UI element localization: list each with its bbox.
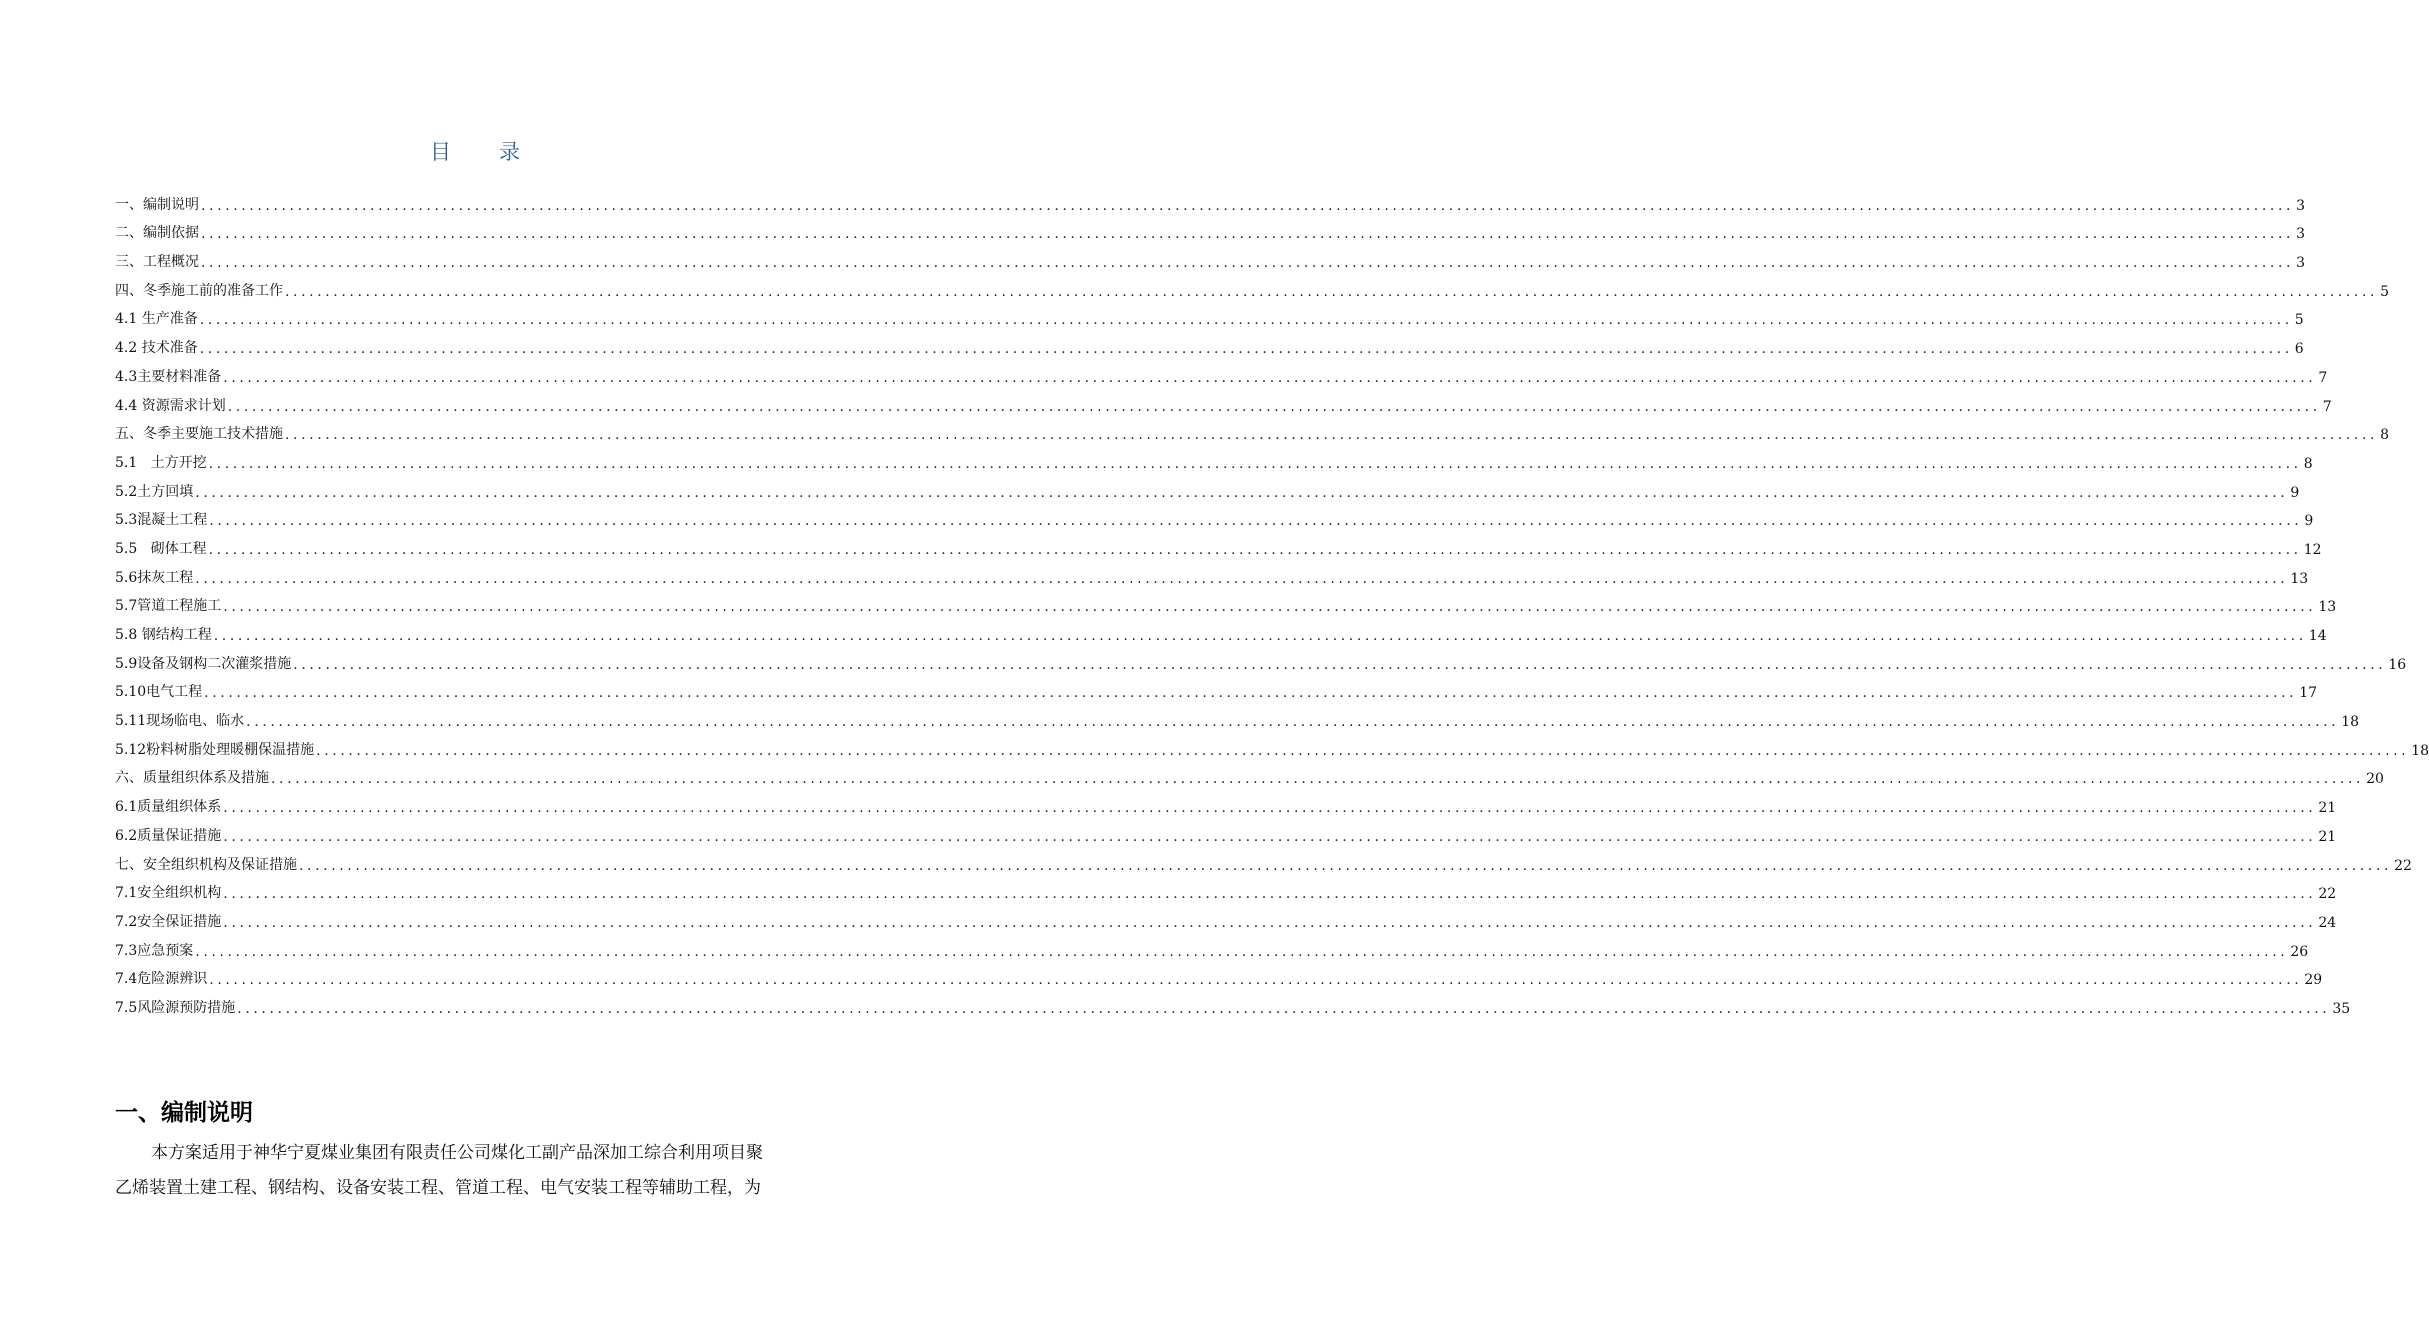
toc-entry-page-number: 18 — [2341, 714, 2360, 731]
toc-entry[interactable] — [115, 960, 2323, 989]
toc-dot-leader: .................................................................................................................................................................................................................................................................... — [204, 685, 2298, 702]
toc-entry-label: 7.4危险源辨识 — [115, 971, 208, 988]
table-of-contents — [115, 185, 2429, 1017]
toc-dot-leader: .................................................................................................................................................................................................................................................................... — [223, 369, 2317, 386]
toc-entry-page-number: 8 — [2380, 427, 2389, 444]
toc-entry[interactable] — [115, 242, 2305, 272]
body-line: 本方案适用于神华宁夏煤业集团有限责任公司煤化工副产品深加工综合利用项目聚 — [151, 1143, 763, 1163]
toc-dot-leader: .................................................................................................................................................................................................................................................................... — [201, 226, 2295, 243]
toc-entry-page-number: 8 — [2303, 455, 2313, 472]
toc-entry[interactable] — [115, 501, 2314, 530]
toc-entry[interactable] — [115, 931, 2309, 960]
toc-entry-page-number: 9 — [2304, 513, 2314, 530]
toc-entry-page-number: 9 — [2290, 484, 2300, 501]
toc-entry-page-number: 14 — [2308, 628, 2327, 644]
toc-entry-label: 6.1质量组织体系 — [115, 799, 222, 816]
toc-entry-label: 4.4 资源需求计划 — [115, 397, 226, 414]
toc-entry-page-number: 7 — [2322, 398, 2332, 415]
toc-entry-label: 5.2土方回填 — [115, 483, 194, 500]
toc-dot-leader: .................................................................................................................................................................................................................................................................... — [195, 570, 2289, 587]
toc-entry[interactable] — [115, 845, 2412, 874]
toc-entry[interactable] — [115, 988, 2351, 1017]
toc-entry-label: 7.5风险源预防措施 — [115, 999, 236, 1016]
toc-entry-page-number: 13 — [2318, 599, 2337, 616]
toc-dot-leader: .................................................................................................................................................................................................................................................................... — [209, 513, 2303, 530]
toc-entry[interactable] — [115, 902, 2337, 931]
toc-dot-leader: .................................................................................................................................................................................................................................................................... — [285, 427, 2379, 444]
toc-entry-label: 一、编制说明 — [115, 196, 199, 213]
toc-entry[interactable] — [115, 644, 2407, 673]
toc-entry-label: 4.3主要材料准备 — [115, 368, 222, 385]
toc-entry-page-number: 3 — [2296, 255, 2305, 272]
toc-entry-label: 七、安全组织机构及保证措施 — [115, 856, 297, 873]
toc-entry-page-number: 35 — [2332, 1000, 2351, 1017]
toc-entry-page-number: 22 — [2394, 857, 2412, 874]
toc-dot-leader: .................................................................................................................................................................................................................................................................... — [209, 972, 2303, 989]
toc-entry-label: 三、工程概况 — [115, 254, 199, 271]
toc-entry-label: 5.10电气工程 — [115, 684, 203, 701]
toc-entry-label: 6.2质量保证措施 — [115, 827, 222, 844]
toc-title-char-left: 目 — [430, 140, 451, 164]
toc-title-char-right: 录 — [499, 140, 520, 164]
toc-entry-page-number: 22 — [2318, 886, 2337, 903]
body-line: 乙烯装置土建工程、钢结构、设备安装工程、管道工程、电气安装工程等辅助工程，为 — [115, 1178, 761, 1198]
toc-dot-leader: .................................................................................................................................................................................................................................................................... — [223, 599, 2317, 616]
toc-entry-label: 7.3应急预案 — [115, 942, 194, 959]
toc-entry[interactable] — [115, 357, 2328, 386]
toc-dot-leader: .................................................................................................................................................................................................................................................................... — [208, 455, 2302, 472]
toc-entry-label: 5.11现场临电、临水 — [115, 713, 245, 730]
section-heading: 一、编制说明 — [115, 1100, 253, 1126]
toc-dot-leader: .................................................................................................................................................................................................................................................................... — [223, 886, 2317, 903]
toc-entry[interactable] — [115, 185, 2305, 214]
toc-entry-label: 二、编制依据 — [115, 225, 199, 242]
toc-dot-leader: .................................................................................................................................................................................................................................................................... — [201, 197, 2295, 214]
toc-dot-leader: .................................................................................................................................................................................................................................................................... — [237, 1000, 2331, 1017]
toc-entry-page-number: 21 — [2318, 828, 2337, 845]
toc-entry-label: 4.2 技术准备 — [115, 340, 198, 357]
toc-entry-label: 7.1安全组织机构 — [115, 885, 222, 902]
toc-entry-page-number: 18 — [2411, 742, 2429, 759]
toc-entry[interactable] — [115, 328, 2304, 358]
toc-entry-label: 5.1 土方开挖 — [115, 454, 207, 471]
toc-entry-label: 5.3混凝土工程 — [115, 512, 208, 529]
toc-entry-page-number: 24 — [2318, 914, 2337, 931]
toc-dot-leader: .................................................................................................................................................................................................................................................................... — [195, 484, 2289, 501]
toc-entry-page-number: 5 — [2380, 283, 2389, 300]
toc-entry[interactable] — [115, 443, 2313, 472]
toc-entry-label: 五、冬季主要施工技术措施 — [115, 426, 283, 443]
toc-dot-leader: .................................................................................................................................................................................................................................................................... — [199, 341, 2293, 358]
toc-entry-page-number: 3 — [2296, 197, 2305, 214]
toc-entry-page-number: 21 — [2318, 800, 2337, 817]
toc-entry-label: 5.9设备及钢构二次灌浆措施 — [115, 655, 292, 672]
toc-dot-leader: .................................................................................................................................................................................................................................................................... — [299, 857, 2393, 874]
toc-entry[interactable] — [115, 587, 2337, 616]
toc-entry-label: 4.1 生产准备 — [115, 311, 198, 328]
toc-entry-page-number: 26 — [2290, 943, 2309, 960]
toc-entry[interactable] — [115, 415, 2389, 444]
toc-entry-label: 六、质量组织体系及措施 — [115, 770, 269, 787]
toc-entry-page-number: 16 — [2388, 656, 2407, 673]
toc-entry[interactable] — [115, 386, 2332, 415]
toc-entry[interactable] — [115, 615, 2327, 644]
toc-dot-leader: .................................................................................................................................................................................................................................................................... — [223, 914, 2317, 931]
toc-entry-page-number: 13 — [2290, 570, 2309, 587]
toc-entry-label: 5.5 砌体工程 — [115, 540, 207, 557]
toc-dot-leader: .................................................................................................................................................................................................................................................................... — [195, 943, 2289, 960]
toc-entry[interactable] — [115, 816, 2337, 845]
toc-dot-leader: .................................................................................................................................................................................................................................................................... — [227, 398, 2321, 415]
section-body — [115, 1136, 853, 1206]
toc-dot-leader: .................................................................................................................................................................................................................................................................... — [208, 541, 2302, 558]
toc-dot-leader: .................................................................................................................................................................................................................................................................... — [223, 828, 2317, 845]
toc-dot-leader: .................................................................................................................................................................................................................................................................... — [199, 312, 2293, 329]
toc-entry[interactable] — [115, 673, 2318, 702]
toc-dot-leader: .................................................................................................................................................................................................................................................................... — [271, 771, 2365, 788]
toc-dot-leader: .................................................................................................................................................................................................................................................................... — [223, 800, 2317, 817]
toc-entry-page-number: 12 — [2303, 541, 2322, 558]
toc-entry[interactable] — [115, 300, 2304, 329]
toc-entry-page-number: 3 — [2296, 226, 2305, 243]
toc-entry[interactable] — [115, 271, 2389, 300]
toc-entry-label: 7.2安全保证措施 — [115, 913, 222, 930]
toc-entry-page-number: 5 — [2294, 312, 2304, 329]
toc-entry-page-number: 6 — [2294, 341, 2304, 358]
toc-entry-page-number: 20 — [2366, 771, 2384, 788]
toc-dot-leader: .................................................................................................................................................................................................................................................................... — [316, 742, 2410, 759]
toc-dot-leader: .................................................................................................................................................................................................................................................................... — [293, 656, 2387, 673]
toc-entry[interactable] — [115, 472, 2300, 501]
toc-entry-label: 5.8 钢结构工程 — [115, 627, 212, 643]
toc-entry[interactable] — [115, 787, 2337, 817]
toc-dot-leader: .................................................................................................................................................................................................................................................................... — [285, 283, 2379, 300]
toc-title — [0, 136, 950, 166]
toc-entry[interactable] — [115, 874, 2337, 903]
toc-entry-page-number: 7 — [2318, 369, 2328, 386]
toc-entry[interactable] — [115, 214, 2305, 243]
toc-entry-label: 5.12粉料树脂处理暖棚保温措施 — [115, 741, 315, 758]
toc-dot-leader: .................................................................................................................................................................................................................................................................... — [213, 628, 2307, 644]
toc-entry[interactable] — [115, 529, 2322, 558]
toc-entry-page-number: 29 — [2304, 972, 2323, 989]
toc-entry[interactable] — [115, 730, 2429, 759]
toc-dot-leader: .................................................................................................................................................................................................................................................................... — [201, 255, 2295, 272]
toc-entry-page-number: 17 — [2299, 685, 2318, 702]
toc-entry-label: 5.6抹灰工程 — [115, 569, 194, 586]
toc-dot-leader: .................................................................................................................................................................................................................................................................... — [246, 714, 2340, 731]
toc-entry[interactable] — [115, 759, 2384, 788]
toc-entry-label: 5.7管道工程施工 — [115, 598, 222, 615]
toc-entry-label: 四、冬季施工前的准备工作 — [115, 282, 283, 299]
toc-entry[interactable] — [115, 558, 2309, 587]
toc-entry[interactable] — [115, 701, 2360, 731]
